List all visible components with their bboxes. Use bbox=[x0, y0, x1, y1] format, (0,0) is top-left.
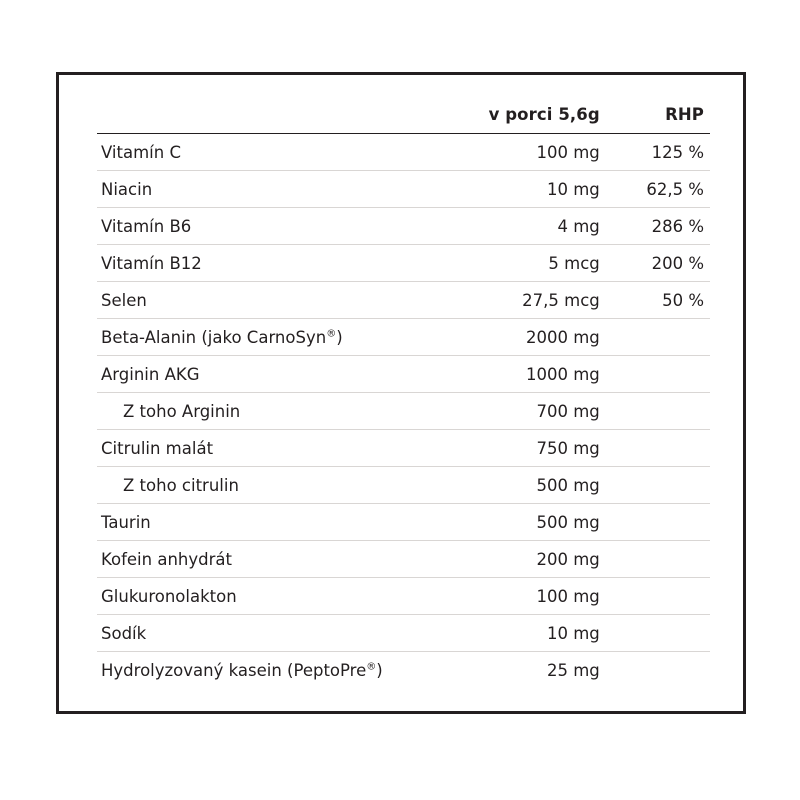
nutrient-amount: 500 mg bbox=[453, 504, 606, 541]
table-row bbox=[97, 467, 710, 504]
table-header-row bbox=[97, 105, 710, 134]
nutrient-amount: 25 mg bbox=[546, 661, 600, 680]
table-header bbox=[97, 105, 710, 134]
table-row bbox=[97, 430, 710, 467]
nutrient-amount: 4 mg bbox=[453, 208, 606, 245]
nutrition-table-wrapper bbox=[97, 105, 710, 688]
nutrient-name: Selen bbox=[97, 282, 453, 319]
nutrient-rhp bbox=[606, 356, 710, 393]
table-row bbox=[97, 282, 710, 319]
table-row bbox=[97, 652, 710, 689]
nutrient-rhp bbox=[606, 541, 710, 578]
nutrient-rhp: 50 % bbox=[606, 282, 710, 319]
nutrient-amount: 10 mg bbox=[453, 615, 606, 652]
table-row bbox=[97, 615, 710, 652]
nutrient-name: Citrulin malát bbox=[97, 430, 453, 467]
nutrient-amount: 27,5 mcg bbox=[453, 282, 606, 319]
column-header-rhp: RHP bbox=[606, 105, 710, 134]
nutrition-panel bbox=[56, 72, 746, 714]
table-row bbox=[97, 541, 710, 578]
nutrient-name: Vitamín B12 bbox=[97, 245, 453, 282]
nutrient-amount: 750 mg bbox=[453, 430, 606, 467]
nutrition-table bbox=[97, 105, 710, 688]
nutrient-rhp: 286 % bbox=[606, 208, 710, 245]
column-header-name bbox=[97, 105, 453, 134]
nutrient-name: Beta-Alanin (jako CarnoSyn®) bbox=[97, 319, 453, 356]
nutrient-amount: 2000 mg bbox=[453, 319, 606, 356]
table-row bbox=[97, 134, 710, 171]
table-row bbox=[97, 245, 710, 282]
nutrient-rhp bbox=[606, 319, 710, 356]
table-row bbox=[97, 356, 710, 393]
nutrient-name: Arginin AKG bbox=[97, 356, 453, 393]
table-row bbox=[97, 393, 710, 430]
nutrient-rhp bbox=[606, 504, 710, 541]
nutrient-amount: 500 mg bbox=[453, 467, 606, 504]
nutrient-name: Vitamín B6 bbox=[97, 208, 453, 245]
nutrient-amount: 100 mg bbox=[453, 578, 606, 615]
table-row bbox=[97, 208, 710, 245]
nutrient-name: Z toho Arginin bbox=[97, 393, 453, 430]
nutrient-amount: 200 mg bbox=[453, 541, 606, 578]
nutrient-amount: 100 mg bbox=[453, 134, 606, 171]
nutrient-amount: 5 mcg bbox=[453, 245, 606, 282]
nutrient-rhp bbox=[606, 652, 710, 689]
nutrient-rhp: 62,5 % bbox=[606, 171, 710, 208]
nutrient-name: Sodík bbox=[97, 615, 453, 652]
nutrient-amount: 700 mg bbox=[453, 393, 606, 430]
nutrient-rhp bbox=[606, 615, 710, 652]
nutrient-name: Kofein anhydrát bbox=[97, 541, 453, 578]
table-row bbox=[97, 171, 710, 208]
nutrient-name: Hydrolyzovaný kasein (PeptoPre®) bbox=[101, 661, 383, 680]
nutrient-rhp bbox=[606, 393, 710, 430]
nutrient-name: Z toho citrulin bbox=[97, 467, 453, 504]
nutrient-name: Vitamín C bbox=[97, 134, 453, 171]
nutrient-rhp bbox=[606, 467, 710, 504]
nutrient-amount: 10 mg bbox=[453, 171, 606, 208]
registered-trademark-icon: ® bbox=[326, 328, 337, 340]
nutrient-name: Glukuronolakton bbox=[97, 578, 453, 615]
nutrient-name: Taurin bbox=[97, 504, 453, 541]
nutrient-amount: 1000 mg bbox=[453, 356, 606, 393]
table-row bbox=[97, 504, 710, 541]
nutrient-rhp: 125 % bbox=[606, 134, 710, 171]
column-header-amount: v porci 5,6g bbox=[453, 105, 606, 134]
table-body bbox=[97, 134, 710, 689]
table-row bbox=[97, 319, 710, 356]
table-row bbox=[97, 578, 710, 615]
registered-trademark-icon: ® bbox=[366, 661, 377, 673]
nutrient-rhp bbox=[606, 578, 710, 615]
nutrient-rhp bbox=[606, 430, 710, 467]
nutrient-rhp: 200 % bbox=[606, 245, 710, 282]
nutrient-name: Niacin bbox=[97, 171, 453, 208]
